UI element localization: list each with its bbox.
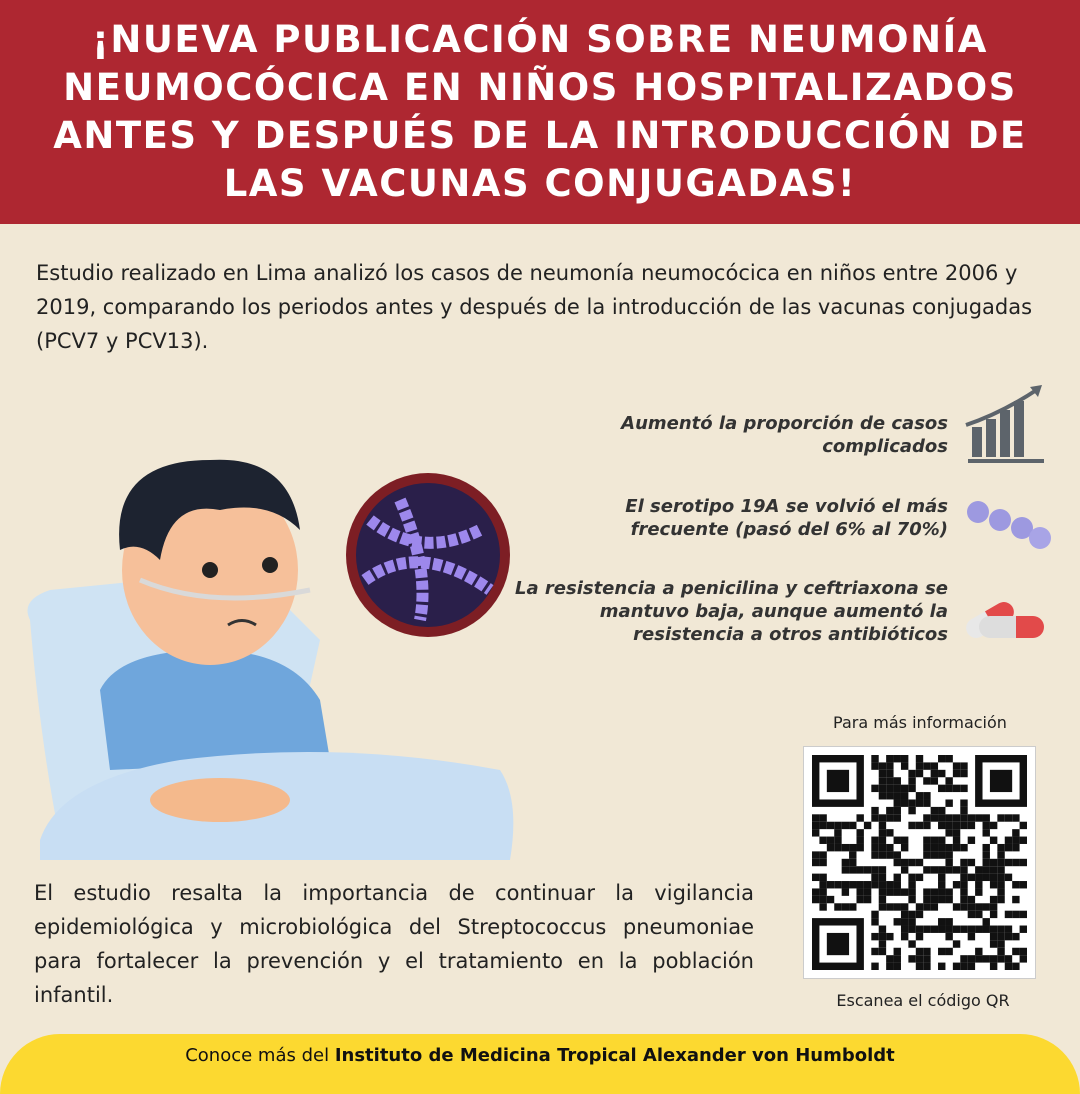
closing-text: El estudio resalta la importancia de continuar la vigilancia epidemiológica y microbiológica del Streptococcus pneumoniae para fortalecer la prevención y el tratamiento en la población infantil. [34,881,754,1007]
sick-child-illustration [20,440,520,860]
qr-pattern [812,755,1027,970]
finding-complicated-cases: Aumentó la proporción de casos complicados [621,413,948,457]
finding-serotype-19a: El serotipo 19A se volvió el más frecuente (pasó del 6% al 70%) [625,496,948,540]
institute-name[interactable]: Instituto de Medicina Tropical Alexander von Humboldt [334,1045,895,1066]
bar-chart-growth-icon [962,383,1046,467]
qr-scan-text: Escanea el código QR [836,991,1010,1010]
pills-icon [960,590,1050,650]
hand [150,778,290,822]
headline: ¡NUEVA PUBLICACIÓN SOBRE NEUMONÍA NEUMOCÓCICA EN NIÑOS HOSPITALIZADOS ANTES Y DESPUÉS DE LA INTRODUCCIÓN DE LAS VACUNAS CONJUGADAS! [53,18,1027,205]
qr-code[interactable] [803,746,1036,979]
intro-text: Estudio realizado en Lima analizó los casos de neumonía neumocócica en niños entre 2006 y 2019, comparando los periodos antes y después de la introducción de las vacunas conjugadas (PCV7 y PCV13). [36,261,1033,353]
header-banner [0,0,1080,224]
bacteria-chain-icon [966,500,1056,560]
footer-prefix: Conoce más del [185,1045,335,1066]
finding-antibiotic-resistance: La resistencia a penicilina y ceftriaxona se mantuvo baja, aunque aumentó la resistencia a otros antibióticos [515,578,948,645]
footer-banner[interactable] [0,1034,1080,1094]
qr-label: Para más información [833,713,1007,732]
